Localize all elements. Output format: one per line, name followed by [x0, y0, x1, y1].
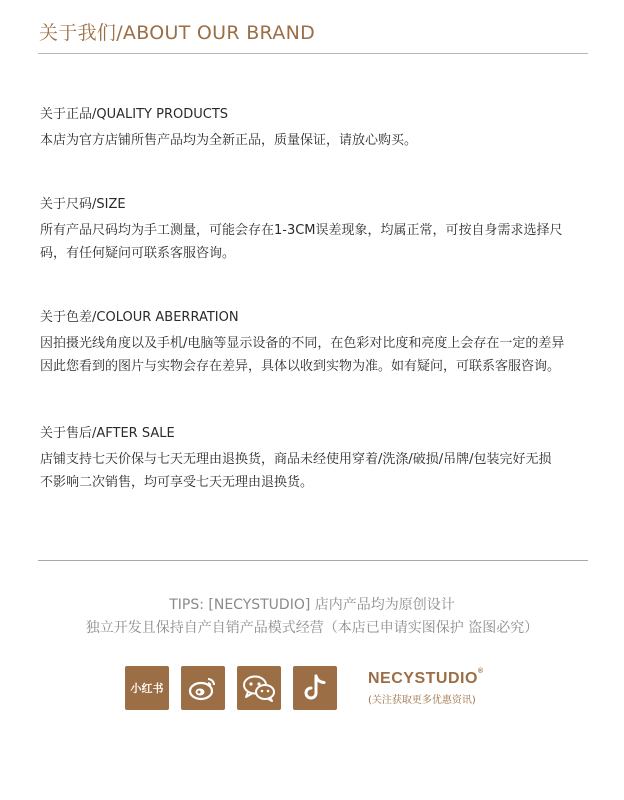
- section-size: [40, 196, 600, 265]
- bottom-divider: [38, 560, 588, 561]
- section-heading: 关于色差/COLOUR ABERRATION: [40, 310, 239, 325]
- registered-mark: ®: [477, 668, 484, 675]
- top-divider: [38, 53, 588, 54]
- wechat-icon[interactable]: [237, 666, 281, 710]
- body-line: 不影响二次销售，均可享受七天无理由退换货。: [40, 475, 314, 490]
- body-line: 因拍摄光线角度以及手机/电脑等显示设备的不同，在色彩对比度和亮度上会存在一定的差异: [40, 336, 565, 351]
- weibo-icon[interactable]: [181, 666, 225, 710]
- brand-logo: [368, 670, 484, 688]
- tips-line: 独立开发且保持自产自销产品模式经营（本店已申请实图保护 盗图必究）: [85, 620, 539, 636]
- section-quality: [40, 106, 600, 152]
- brand-block: [368, 670, 484, 706]
- section-body: [40, 332, 600, 378]
- tiktok-icon[interactable]: [293, 666, 337, 710]
- page-title: 关于我们/ABOUT OUR BRAND: [39, 22, 316, 44]
- section-heading: 关于售后/AFTER SALE: [40, 426, 175, 441]
- section-body: [40, 448, 600, 494]
- section-heading: 关于正品/QUALITY PRODUCTS: [40, 107, 229, 122]
- section-colour: [40, 309, 600, 378]
- xiaohongshu-label: 小红书: [130, 682, 164, 695]
- brand-name: NECYSTUDIO: [368, 670, 478, 687]
- section-body: [40, 129, 600, 152]
- body-line: 因此您看到的图片与实物会存在差异，具体以收到实物为准。如有疑问，可联系客服咨询。: [40, 359, 561, 374]
- xiaohongshu-icon[interactable]: [125, 666, 169, 710]
- body-line: 店铺支持七天价保与七天无理由退换货，商品未经使用穿着/洗涤/破损/吊牌/包装完好无损: [40, 452, 552, 467]
- tips-line: TIPS: [NECYSTUDIO] 店内产品均为原创设计: [169, 597, 455, 613]
- body-line: 所有产品尺码均为手工测量，可能会存在1-3CM误差现象，均属正常，可按自身需求选择尺: [40, 223, 563, 238]
- body-line: 本店为官方店铺所售产品均为全新正品，质量保证，请放心购买。: [40, 133, 418, 148]
- body-line: 码，有任何疑问可联系客服咨询。: [40, 246, 236, 261]
- section-after-sale: [40, 425, 600, 494]
- section-body: [40, 219, 600, 265]
- social-icons: [125, 666, 337, 710]
- section-heading: 关于尺码/SIZE: [40, 197, 126, 212]
- brand-subtitle: (关注获取更多优惠资讯): [368, 695, 476, 706]
